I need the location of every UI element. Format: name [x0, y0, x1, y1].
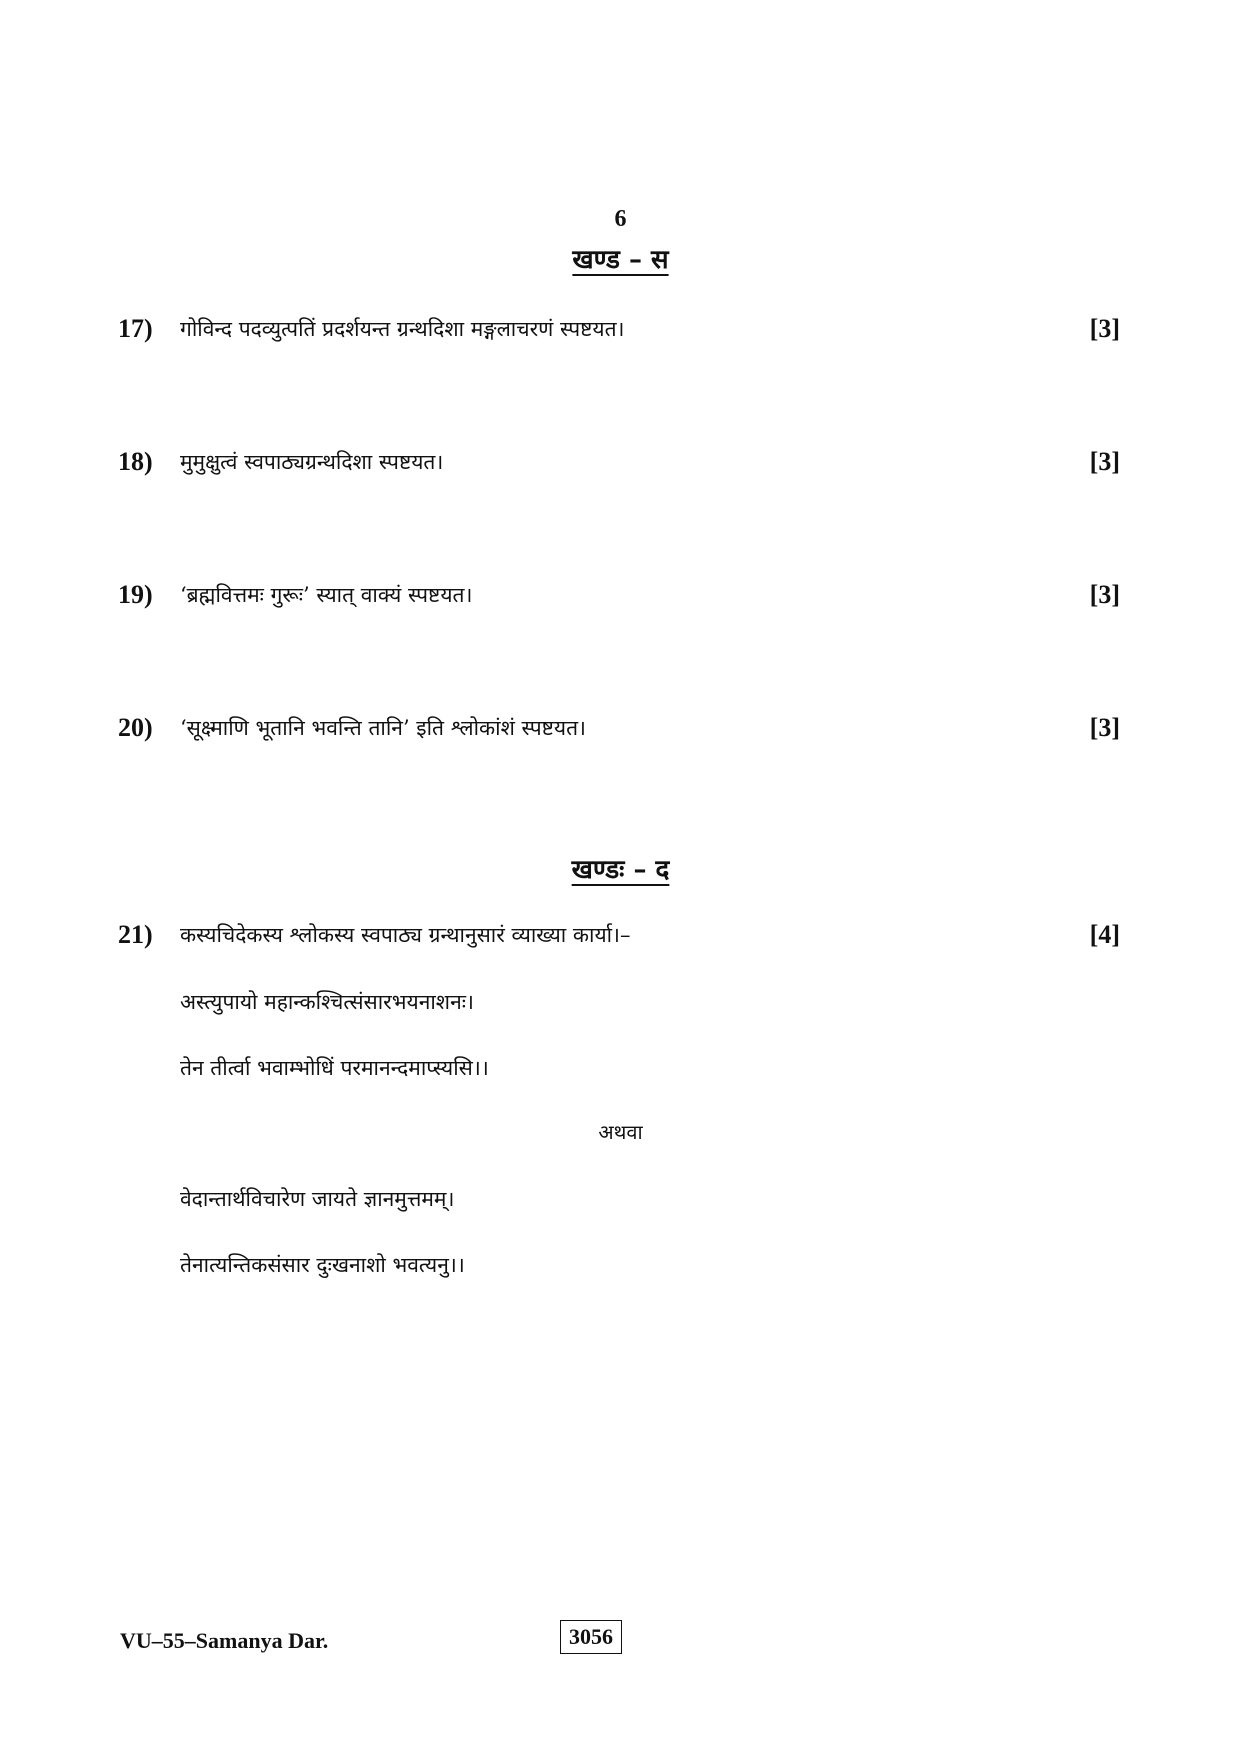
- or-label: अथवा: [598, 1120, 643, 1144]
- question-20-text: ‘सूक्ष्माणि भूतानि भवन्ति तानि’ इति श्लोकांशं स्पष्टयत।: [180, 716, 587, 740]
- section-d-heading-text: खण्डः – द: [571, 855, 670, 885]
- question-18-text: मुमुक्षुत्वं स्वपाठ्यग्रन्थदिशा स्पष्टयत।: [180, 450, 444, 474]
- verse-1-line-2: तेन तीर्त्वा भवाम्भोधिं परमानन्दमाप्स्यसि।।: [180, 1056, 489, 1080]
- question-21-text: कस्यचिदेकस्य श्लोकस्य स्वपाठ्य ग्रन्थानुसारं व्याख्या कार्या।–: [180, 923, 631, 947]
- verse-2-line-1: वेदान्तार्थविचारेण जायते ज्ञानमुत्तमम्।: [180, 1187, 455, 1211]
- question-19-marks: [3]: [1089, 580, 1120, 609]
- question-17-number: 17): [118, 314, 153, 343]
- verse-2-line-2: तेनात्यन्तिकसंसार दुःखनाशो भवत्यनु।।: [180, 1253, 465, 1277]
- page-number: 6: [614, 206, 627, 232]
- question-20-number: 20): [118, 713, 153, 742]
- question-18-number: 18): [118, 447, 153, 476]
- question-17-text: गोविन्द पदव्युत्पतिं प्रदर्शयन्त ग्रन्थदिशा मङ्गलाचरणं स्पष्टयत।: [180, 317, 625, 341]
- section-c-heading-text: खण्ड – स: [572, 245, 669, 275]
- question-20-marks: [3]: [1089, 713, 1120, 742]
- question-17-marks: [3]: [1089, 314, 1120, 343]
- question-21-number: 21): [118, 920, 153, 949]
- section-d-heading: [0, 850, 1241, 886]
- section-c-heading: [0, 240, 1241, 276]
- verse-1-line-1: अस्त्युपायो महान्कश्चित्संसारभयनाशनः।: [180, 990, 474, 1014]
- footer-box-number: 3056: [560, 1620, 622, 1654]
- footer-paper-code: VU–55–Samanya Dar.: [120, 1628, 329, 1653]
- question-19-text: ‘ब्रह्मवित्तमः गुरूः’ स्यात् वाक्यं स्पष्टयत।: [180, 583, 473, 607]
- question-18-marks: [3]: [1089, 447, 1120, 476]
- question-21-marks: [4]: [1089, 920, 1120, 949]
- question-19-number: 19): [118, 580, 153, 609]
